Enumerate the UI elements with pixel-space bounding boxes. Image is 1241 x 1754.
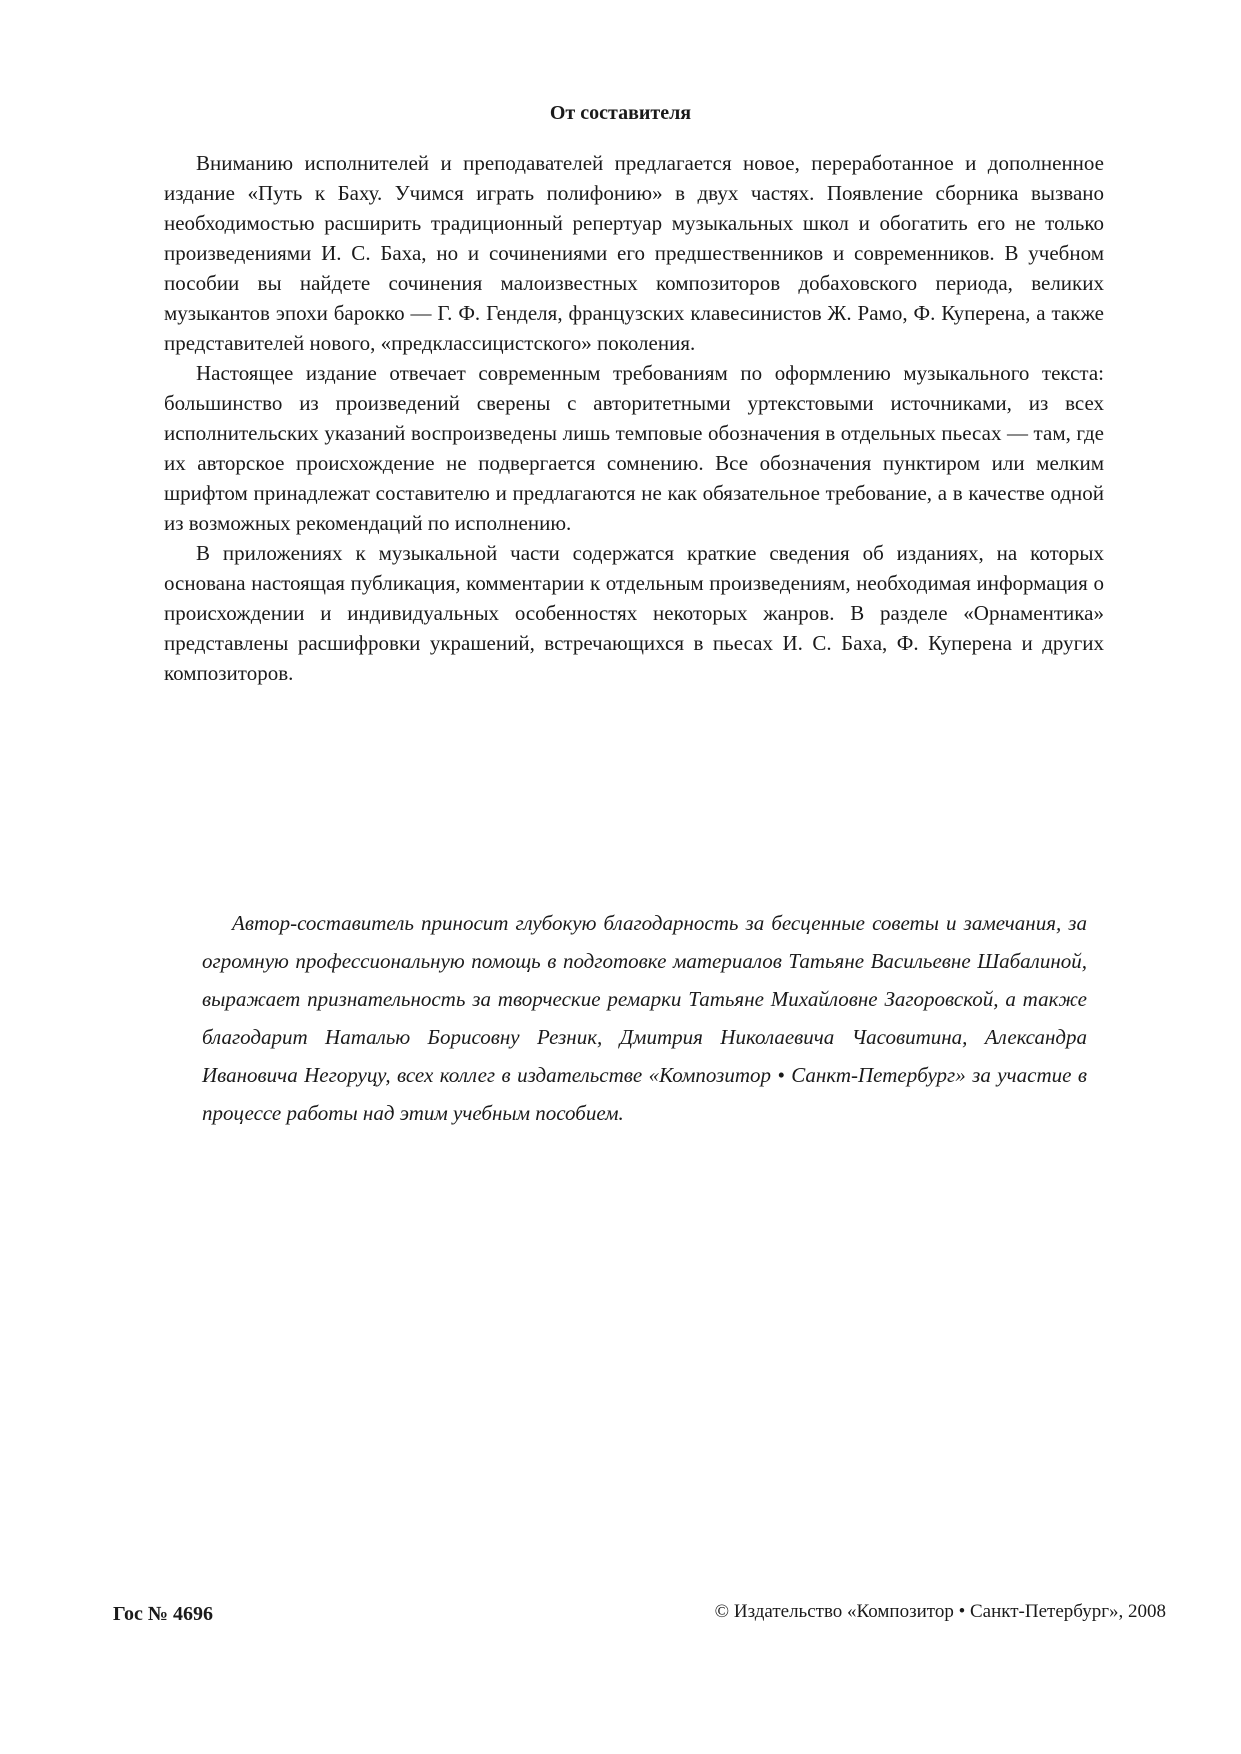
acknowledgement-text: Автор-составитель приносит глубокую благодарность за бесценные советы и замечания, за огромную профессиональную помощь в подготовке материалов Татьяне Васильевне Шабалиной, выражает признательность за творческие ремарки Татьяне Михайловне Загоровской, а также благодарит Наталью Борисовну Резник, Дмитрия Николаевича Часовитина, Александра Ивановича Негоруцу, всех коллег в издательстве «Композитор • Санкт-Петербург» за участие в процессе работы над этим учебным пособием.	[202, 911, 1087, 1125]
paragraph-3: В приложениях к музыкальной части содержатся краткие сведения об изданиях, на которых основана настоящая публикация, комментарии к отдельным произведениям, необходимая информация о происхождении и индивидуальных особенностях некоторых жанров. В разделе «Орнаментика» представлены расшифровки украшений, встречающихся в пьесах И. С. Баха, Ф. Куперена и других композиторов.	[164, 541, 1104, 685]
page-title: От составителя	[549, 102, 692, 124]
copyright-notice: © Издательство «Композитор • Санкт-Петербург», 2008	[714, 1601, 1166, 1622]
body-text	[164, 148, 1104, 688]
catalog-number: Гос № 4696	[113, 1603, 213, 1625]
paragraph-1: Вниманию исполнителей и преподавателей предлагается новое, переработанное и дополненное издание «Путь к Баху. Учимся играть полифонию» в двух частях. Появление сборника вызвано необходимостью расширить традиционный репертуар музыкальных школ и обогатить его не только произведениями И. С. Баха, но и сочинениями его предшественников и современников. В учебном пособии вы найдете сочинения малоизвестных композиторов добаховского периода, великих музыкантов эпохи барокко — Г. Ф. Генделя, французских клавесинистов Ж. Рамо, Ф. Куперена, а также представителей нового, «предклассицистского» поколения.	[164, 151, 1104, 355]
paragraph-2: Настоящее издание отвечает современным требованиям по оформлению музыкального текста: большинство из произведений сверены с авторитетными уртекстовыми источниками, из всех исполнительских указаний воспроизведены лишь темповые обозначения в отдельных пьесах — там, где их авторское происхождение не подвергается сомнению. Все обозначения пунктиром или мелким шрифтом принадлежат составителю и предлагаются не как обязательное требование, а в качестве одной из возможных рекомендаций по исполнению.	[164, 361, 1104, 535]
